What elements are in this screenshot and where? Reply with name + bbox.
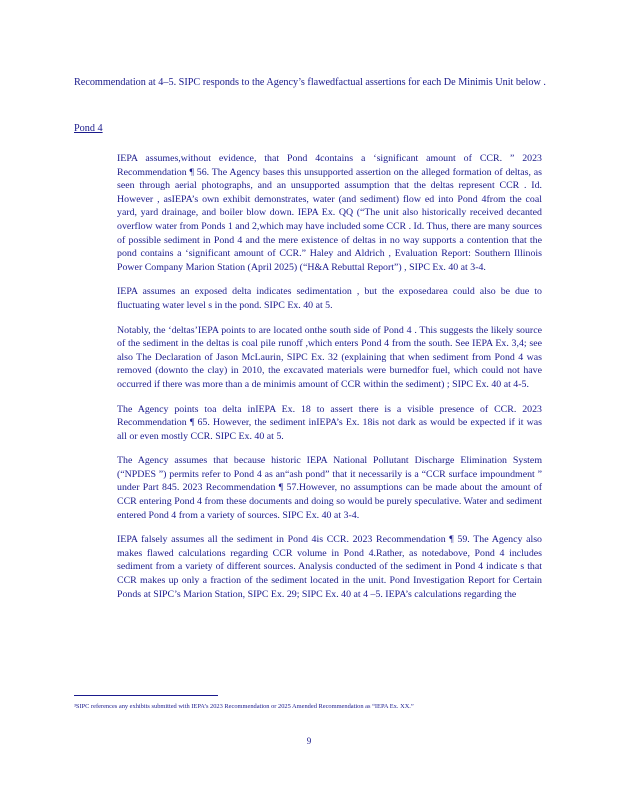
- bullet-text: The Agency points toa delta inIEPA Ex. 18 to assert there is a visible presence of CCR. 2023 Recommendation ¶ 65. However, the sediment inIEPA’s Ex. 18is not dark as would be expected if it was all or even mostly CCR. SIPC Ex. 40 at 5.: [117, 403, 542, 442]
- list-item: [96, 285, 542, 312]
- page-number: 9: [306, 736, 312, 746]
- list-item: [96, 533, 542, 601]
- bullet-text: Notably, the ‘deltas’IEPA points to are located onthe south side of Pond 4 . This suggests the likely source of the sediment in the deltas is coal pile runoff ,which enters Pond 4 from the south. See IEPA Ex. 3,4; see also The Declaration of Jason McLaurin, SIPC Ex. 32 (explaining that when sediment from Pond 4 was removed (downto the clay) in 2010, the excavated materials were burnedfor fuel, which could not have occurred if there was more than a de minimis amount of CCR within the sediment) ; SIPC Ex. 40 at 4-5.: [117, 324, 542, 390]
- bullet-text: IEPA assumes,without evidence, that Pond 4contains a ‘significant amount of CCR. ” 2023 Recommendation ¶ 56. The Agency bases this unsupported assertion on the alleged formation of deltas, as seen through aerial photographs, and an unsupported assumption that the deltas represent CCR . Id. However , asIEPA’s own exhibit demonstrates, water (and sediment) flow ed into Pond 4from the coal yard, yard drainage, and boiler blow down. IEPA Ex. QQ (“The unit also historically received decanted overflow water from Ponds 1 and 2,which may have included some CCR . Id. Thus, there are many sources of possible sediment in Pond 4 and the mere existence of deltas in no way supports a contention that the pond contains a ‘significant amount of CCR.” Haley and Aldrich , Evaluation Report: Southern Illinois Power Company Marion Station (April 2025) (“H&A Rebuttal Report”) , SIPC Ex. 40 at 3-4.: [117, 153, 542, 273]
- footnote-divider: [74, 695, 218, 696]
- bullet-text: IEPA assumes an exposed delta indicates sedimentation , but the exposedarea could also be due to fluctuating water level s in the pond. SIPC Ex. 40 at 5.: [117, 286, 542, 311]
- list-item: [96, 324, 542, 392]
- bullet-text: IEPA falsely assumes all the sediment in Pond 4is CCR. 2023 Recommendation ¶ 59. The Agency also makes flawed calculations regarding CCR volume in Pond 4.Rather, as notedabove, Pond 4 includes sediment from a variety of different sources. Analysis conducted of the sediment in Pond 4 indicate s that CCR makes up only a fraction of the sediment located in the unit. Pond Investigation Report for Certain Ponds at SIPC’s Marion Station, SIPC Ex. 29; SIPC Ex. 40 at 4 –5. IEPA’s calculations regarding the: [117, 534, 542, 600]
- bullet-text: The Agency assumes that because historic IEPA National Pollutant Discharge Elimination System (“NPDES ”) permits refer to Pond 4 as an“ash pond” that it necessarily is a “CCR surface impoundment ” under Part 845. 2023 Recommendation ¶ 57.However, no assumptions can be made about the amount of CCR entering Pond 4 from these documents and doing so would be purely speculative. Water and sediment entered Pond 4 from a variety of sources. SIPC Ex. 40 at 3-4.: [117, 455, 542, 521]
- list-item: [96, 403, 542, 444]
- intro-paragraph: Recommendation at 4–5. SIPC responds to the Agency’s flawedfactual assertions for each De Minimis Unit below .: [74, 77, 546, 88]
- list-item: [96, 454, 542, 522]
- footnote: ³SIPC references any exhibits submitted with IEPA’s 2023 Recommendation or 2025 Amended Recommendation as “IEPA Ex. XX.”: [74, 703, 414, 710]
- section-heading-pond-4: Pond 4: [74, 123, 103, 134]
- list-item: [96, 152, 542, 274]
- bullet-list: [96, 152, 542, 612]
